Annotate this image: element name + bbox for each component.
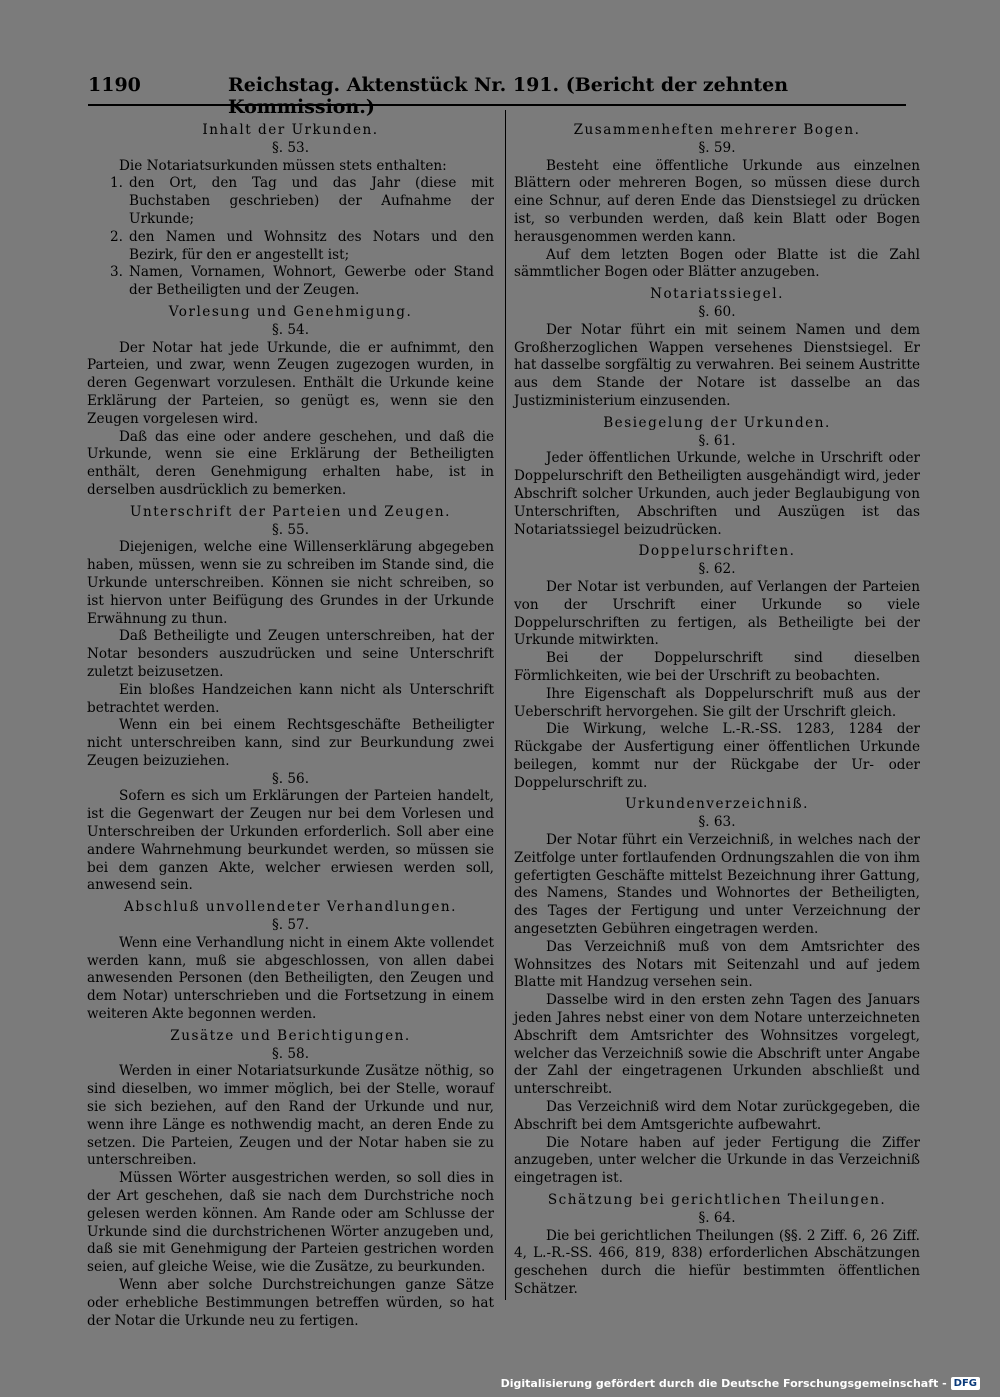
section-heading: Zusätze und Berichtigungen. [170, 1027, 411, 1044]
running-title: Reichstag. Aktenstück Nr. 191. (Bericht der zehnten Kommission.) [228, 74, 789, 118]
section-heading: Besiegelung der Urkunden. [603, 414, 831, 431]
paragraph-number: §. 60. [698, 303, 736, 320]
paragraph-number: §. 54. [271, 321, 310, 338]
page-number: 1190 [88, 74, 141, 96]
page-header [88, 72, 908, 118]
section-heading: Inhalt der Urkunden. [202, 122, 379, 138]
paragraph: Ein bloßes Handzeichen kann nicht als Unterschrift betrachtet werden. [87, 681, 494, 716]
paragraph: Die bei gerichtlichen Theilungen (§§. 2 Ziff. 6, 26 Ziff. 4, L.-R.-SS. 466, 819, 838) erforderlichen Abschätzungen geschehen durch die hiefür bestimmten öffentlichen Schätzer. [514, 1227, 920, 1297]
paragraph: Der Notar führt ein mit seinem Namen und dem Großherzoglichen Wappen versehenes Dienstsiegel. Er hat dasselbe sorgfältig zu verwahren. Bei seinem Austritte aus dem Stande der Notare ist dasselbe an das Justizministerium einzusenden. [514, 321, 920, 409]
section-heading: Abschluß unvollendeter Verhandlungen. [124, 899, 457, 916]
list-item-number: 3. [110, 264, 123, 281]
paragraph-number: §. 64. [698, 1209, 736, 1226]
paragraph: Das Verzeichniß wird dem Notar zurückgegeben, die Abschrift bei dem Amtsgerichte aufbewahrt. [514, 1099, 920, 1133]
list-item-number: 2. [110, 228, 123, 245]
left-column [87, 118, 494, 1330]
list-item-text: Namen, Vornamen, Wohnort, Gewerbe oder Stand der Betheiligten und der Zeugen. [129, 264, 494, 299]
list-item-text: den Namen und Wohnsitz des Notars und den Bezirk, für den er angestellt ist; [129, 228, 494, 263]
paragraph-number: §. 56. [271, 770, 310, 787]
paragraph: Wenn aber solche Durchstreichungen ganze Sätze oder erhebliche Bestimmungen betreffen würden, so hat der Notar die Urkunde neu zu fertigen. [87, 1277, 494, 1329]
paragraph: Bei der Doppelurschrift sind dieselben Förmlichkeiten, wie bei der Urschrift zu beobachten. [514, 650, 920, 684]
paragraph: Diejenigen, welche eine Willenserklärung abgegeben haben, müssen, wenn sie zu schreiben im Stande sind, die Urkunde unterschreiben. Können sie nicht schreiben, so ist hiervon unter Beifügung des Grundes in der Urkunde Erwähnung zu thun. [87, 539, 494, 627]
paragraph: Sofern es sich um Erklärungen der Parteien handelt, ist die Gegenwart der Zeugen nur bei dem Vorlesen und Unterschreiben der Urkunden erforderlich. Soll aber eine andere Wahrnehmung beurkundet werden, so müssen sie bei dem ganzen Akte, welcher erwiesen werden soll, anwesend sein. [87, 788, 494, 894]
paragraph: Die Wirkung, welche L.-R.-SS. 1283, 1284 der Rückgabe der Ausfertigung einer öffentlichen Urkunde beilegen, kommt nur der Rückgabe der Ur- oder Doppelurschrift zu. [514, 721, 920, 791]
paragraph: Besteht eine öffentliche Urkunde aus einzelnen Blättern oder mehreren Bogen, so müssen diese durch eine Schnur, auf deren Ende das Dienstsiegel zu drücken ist, so verbunden werden, daß kein Blatt oder Bogen herausgenommen werden kann. [514, 157, 920, 245]
paragraph-number: §. 57. [271, 917, 310, 934]
list-item [87, 229, 494, 265]
paragraph: Daß das eine oder andere geschehen, und daß die Urkunde, wenn sie eine Erklärung der Betheiligten enthält, deren Genehmigung erhalten habe, ist in derselben ausdrücklich zu bemerken. [87, 428, 494, 498]
enumerated-list [87, 175, 494, 300]
list-item-number: 1. [110, 175, 123, 192]
section-heading: Doppelurschriften. [638, 543, 796, 560]
paragraph-number: §. 53. [271, 139, 310, 156]
paragraph: Jeder öffentlichen Urkunde, welche in Urschrift oder Doppelurschrift den Betheiligten ausgehändigt wird, jeder Abschrift solcher Urkunden, auch jeder Beglaubigung von Unterschriften, Abschriften und Auszügen ist das Notariatssiegel beizudrücken. [514, 450, 920, 538]
list-item [87, 264, 494, 300]
paragraph-number: §. 55. [271, 521, 310, 538]
paragraph: Wenn eine Verhandlung nicht in einem Akte vollendet werden kann, muß sie abgeschlossen, von allen dabei anwesenden Personen (den Betheiligten, den Zeugen und dem Notar) unterschrieben und die Fortsetzung in einem weiteren Akte begonnen werden. [87, 934, 494, 1023]
footer-credit-text: Digitalisierung gefördert durch die Deutsche Forschungsgemeinschaft - [500, 1377, 947, 1390]
list-item-text: den Ort, den Tag und das Jahr (diese mit Buchstaben geschrieben) der Aufnahme der Urkunde; [129, 175, 494, 227]
paragraph: Ihre Eigenschaft als Doppelurschrift muß aus der Ueberschrift hervorgehen. Sie gilt der Urschrift gleich. [514, 685, 920, 720]
list-item [87, 175, 494, 228]
section-heading: Urkundenverzeichniß. [625, 796, 809, 813]
paragraph-number: §. 61. [698, 432, 736, 449]
paragraph: Der Notar ist verbunden, auf Verlangen der Parteien von der Urschrift einer Urkunde so viele Doppelurschriften zu fertigen, als Betheiligte bei der Urkunde mitwirkten. [514, 578, 920, 649]
paragraph: Auf dem letzten Bogen oder Blatte ist die Zahl sämmtlicher Bogen oder Blätter anzugeben. [514, 246, 920, 281]
section-heading: Notariatssiegel. [650, 286, 784, 303]
paragraph: Müssen Wörter ausgestrichen werden, so soll dies in der Art geschehen, daß sie nach dem Durchstriche noch gelesen werden können. Am Rande oder am Schlusse der Urkunde sind die durchstrichenen Wörter anzugeben und, daß sie mit Genehmigung der Parteien gestrichen worden seien, auf gleiche Weise, wie die Zusätze, zu beurkunden. [87, 1170, 494, 1276]
section-heading: Unterschrift der Parteien und Zeugen. [129, 503, 451, 520]
paragraph: Der Notar hat jede Urkunde, die er aufnimmt, den Parteien, und zwar, wenn Zeugen zugezogen wurden, in deren Gegenwart vorzulesen. Enthält die Urkunde keine Erklärung der Parteien, so genügt es, wenn sie den Zeugen vorgelesen wird. [87, 339, 494, 427]
dfg-logo: DFG [951, 1377, 980, 1390]
paragraph-number: §. 58. [271, 1045, 310, 1062]
paragraph-number: §. 59. [698, 139, 736, 156]
paragraph-number: §. 63. [698, 814, 736, 831]
paragraph: Der Notar führt ein Verzeichniß, in welches nach der Zeitfolge unter fortlaufenden Ordnungszahlen die von ihm gefertigten Geschäfte mittelst Bezeichnung ihrer Gattung, des Namens, Standes und Wohnortes der Betheiligten, des Tages der Fertigung und unter Verzeichnung der angesetzten Gebühren eingetragen werden. [514, 832, 920, 938]
paragraph: Dasselbe wird in den ersten zehn Tagen des Januars jeden Jahres nebst einer von dem Notare unterzeichneten Abschrift dem Amtsrichter des Wohnsitzes vorgelegt, welcher das Verzeichniß sowie die Abschrift unter Angabe der Zahl der eingetragenen Urkunden abschließt und unterschreibt. [514, 992, 920, 1098]
section-heading: Vorlesung und Genehmigung. [168, 303, 413, 320]
header-rule [88, 104, 906, 106]
paragraph: Die Notariatsurkunden müssen stets enthalten: [119, 157, 447, 174]
paragraph: Die Notare haben auf jeder Fertigung die Ziffer anzugeben, unter welcher die Urkunde in das Verzeichniß eingetragen ist. [514, 1134, 920, 1187]
paragraph: Daß Betheiligte und Zeugen unterschreiben, hat der Notar besonders auszudrücken und seine Unterschrift zuletzt beizusetzen. [87, 628, 494, 680]
section-heading: Schätzung bei gerichtlichen Theilungen. [547, 1192, 887, 1209]
paragraph-number: §. 62. [698, 561, 736, 578]
footer-credit [501, 1377, 980, 1390]
column-divider [505, 110, 506, 1300]
paragraph: Werden in einer Notariatsurkunde Zusätze nöthig, so sind dieselben, wo immer möglich, bei der Stelle, worauf sie sich beziehen, auf den Rand der Urkunde und nur, wenn ihre Länge es nothwendig macht, an deren Ende zu setzen. Die Parteien, Zeugen und der Notar haben sie zu unterschreiben. [87, 1063, 494, 1169]
section-heading: Zusammenheften mehrerer Bogen. [573, 122, 861, 138]
right-column [514, 118, 920, 1299]
paragraph: Das Verzeichniß muß von dem Amtsrichter des Wohnsitzes des Notars mit Seitenzahl und auf jedem Blatte mit Handzug versehen sein. [514, 938, 920, 991]
paragraph: Wenn ein bei einem Rechtsgeschäfte Betheiligter nicht unterschreiben kann, sind zur Beurkundung zwei Zeugen beizuziehen. [87, 717, 494, 769]
